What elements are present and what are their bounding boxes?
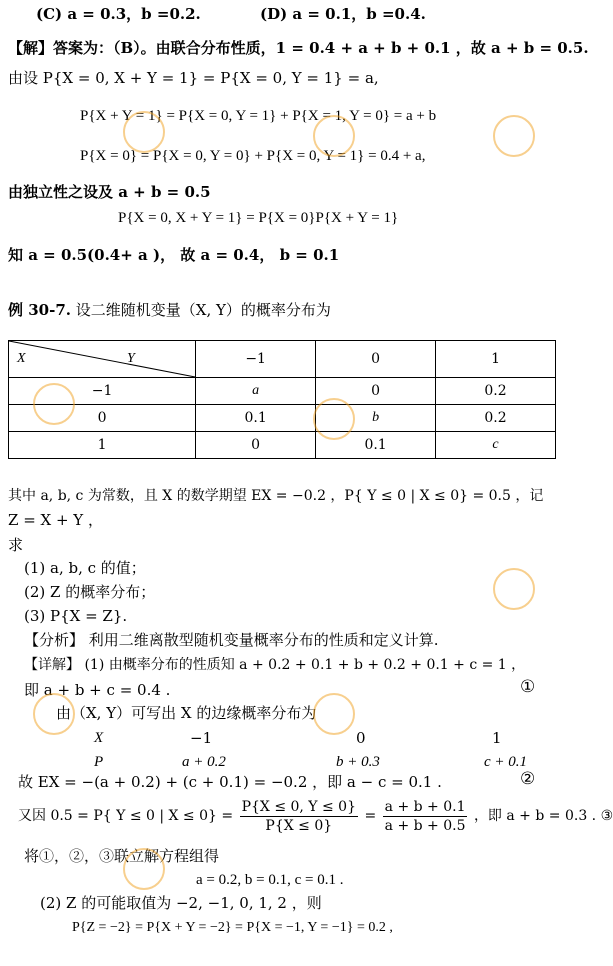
- marginal-value: −1: [190, 729, 213, 747]
- col-header: 0: [316, 341, 436, 378]
- col-header: 1: [436, 341, 556, 378]
- fraction-2: [383, 798, 468, 835]
- row-header: 0: [9, 405, 196, 432]
- marginal-p-label: P: [94, 754, 104, 770]
- example-statement: 设二维随机变量（X, Y）的概率分布为: [75, 301, 331, 319]
- marginal-prob: a + 0.2: [182, 754, 226, 770]
- equation-marker-2: ②: [520, 769, 536, 789]
- fraction-1-numerator: P{X ≤ 0, Y ≤ 0}: [241, 798, 356, 815]
- watermark-logo: [30, 690, 78, 742]
- fraction-2-numerator: a + b + 0.1: [384, 798, 466, 815]
- independence-line: 由独立性之设及 a + b = 0.5: [8, 183, 211, 201]
- combine-line: 将①，②，③联立解方程组得: [24, 847, 220, 865]
- marginal-value: 1: [492, 729, 502, 747]
- conditional-line: [18, 796, 613, 836]
- table-row: [9, 432, 556, 459]
- fraction-2-denominator: a + b + 0.5: [384, 817, 466, 834]
- conditional-prefix: 又因 0.5 = P{ Y ≤ 0 | X ≤ 0} =: [18, 808, 234, 824]
- table-cell: 0.1: [316, 432, 436, 459]
- table-cell: 0.2: [436, 405, 556, 432]
- example-heading: [8, 300, 331, 320]
- watermark-logo: [120, 108, 168, 160]
- z-probability-line: P{Z = −2} = P{X + Y = −2} = P{X = −1, Y = −1} = 0.2 ,: [72, 920, 393, 935]
- watermark-logo: [30, 380, 78, 432]
- expectation-line: 故 EX = −(a + 0.2) + (c + 0.1) = −0.2 ，即 a − c = 0.1 .: [18, 773, 442, 791]
- marginal-value: 0: [356, 729, 366, 747]
- conditional-suffix: ，即 a + b = 0.3 .: [473, 808, 597, 824]
- row-header: −1: [9, 378, 196, 405]
- watermark-logo: [310, 690, 358, 742]
- question-2: (2) Z 的概率分布；: [24, 583, 156, 601]
- question-1: (1) a, b, c 的值；: [24, 559, 146, 577]
- watermark-logo: [120, 845, 168, 897]
- table-cell: 0: [316, 378, 436, 405]
- equation-2: P{X = 0} = P{X = 0, Y = 0} + P{X = 0, Y = 1} = 0.4 + a,: [80, 148, 426, 164]
- table-cell: 0.2: [436, 378, 556, 405]
- equation-3: P{X = 0, X + Y = 1} = P{X = 0}P{X + Y = 1}: [118, 210, 399, 226]
- equation-marker-1: ①: [520, 677, 536, 697]
- fraction-1: [240, 798, 358, 835]
- example-title: 例 30-7.: [8, 301, 71, 319]
- watermark-logo: [490, 565, 538, 617]
- marginal-x-label: X: [94, 730, 104, 746]
- table-cell: 0: [196, 432, 316, 459]
- solution-result: 知 a = 0.5(0.4+ a )， 故 a = 0.4， b = 0.1: [8, 246, 340, 264]
- watermark-logo: [310, 395, 358, 447]
- option-c: (C) a = 0.3，b =0.2.: [36, 5, 201, 23]
- table-row: [9, 405, 556, 432]
- detail-line-1b: 即 a + b + c = 0.4 .: [24, 681, 171, 699]
- marginal-prob: b + 0.3: [336, 754, 380, 770]
- header-x: X: [17, 351, 26, 366]
- analysis-line: 【分析】 利用二维离散型随机变量概率分布的性质和定义计算.: [24, 631, 439, 649]
- answer-line: 【解】答案为：（B）。由联合分布性质，1 = 0.4 + a + b + 0.1 ，故 a + b = 0.5.: [8, 39, 589, 57]
- probability-table: [8, 340, 556, 459]
- table-corner-header: [9, 341, 196, 378]
- table-cell: c: [436, 432, 556, 459]
- problem-line-2: Z = X + Y ，: [8, 511, 103, 529]
- watermark-logo: [490, 112, 538, 164]
- table-cell: b: [316, 405, 436, 432]
- table-cell: a: [196, 378, 316, 405]
- equation-marker-3: ③: [600, 808, 613, 824]
- diagonal-line: [9, 341, 195, 377]
- z-values-line: (2) Z 的可能取值为 −2, −1, 0, 1, 2 ，则: [40, 894, 322, 912]
- marginal-prob: c + 0.1: [484, 754, 528, 770]
- problem-ask: 求: [8, 536, 24, 554]
- option-d: (D) a = 0.1，b =0.4.: [260, 5, 426, 23]
- header-y: Y: [127, 351, 135, 366]
- fraction-1-denominator: P{X ≤ 0}: [265, 817, 333, 834]
- solved-values: a = 0.2, b = 0.1, c = 0.1 .: [196, 872, 344, 888]
- row-header: 1: [9, 432, 196, 459]
- marginal-intro: 由（X, Y）可写出 X 的边缘概率分布为: [56, 704, 317, 722]
- question-3: (3) P{X = Z}.: [24, 607, 128, 625]
- detail-line-1: 【详解】 (1) 由概率分布的性质知 a + 0.2 + 0.1 + b + 0.2 + 0.1 + c = 1 ，: [24, 657, 526, 673]
- table-row: [9, 378, 556, 405]
- table-cell: 0.1: [196, 405, 316, 432]
- solution-setup: 由设 P{X = 0, X + Y = 1} = P{X = 0, Y = 1} = a,: [8, 69, 379, 87]
- col-header: −1: [196, 341, 316, 378]
- problem-line-1: 其中 a, b, c 为常数，且 X 的数学期望 EX = −0.2 ，P{ Y ≤ 0 | X ≤ 0} = 0.5 ，记: [8, 488, 544, 504]
- equals-sign: =: [364, 808, 377, 824]
- equation-1: P{X + Y = 1} = P{X = 0, Y = 1} + P{X = 1, Y = 0} = a + b: [80, 108, 437, 124]
- watermark-logo: [310, 112, 358, 164]
